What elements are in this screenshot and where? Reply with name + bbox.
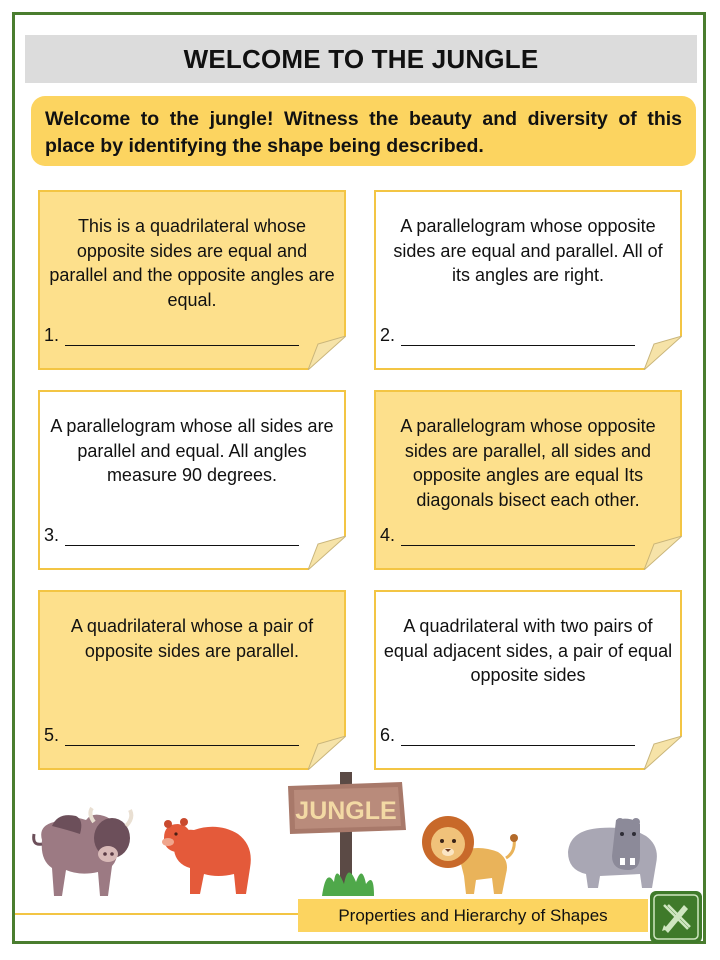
question-number: 3. — [44, 525, 60, 545]
question-card-2 — [374, 190, 682, 370]
page-curl-icon — [644, 736, 682, 770]
question-card-5 — [38, 590, 346, 770]
question-text: A parallelogram whose all sides are parallel and equal. All angles measure 90 degrees. — [50, 416, 334, 485]
question-text: A quadrilateral whose a pair of opposite sides are parallel. — [70, 616, 314, 661]
page-curl-icon — [644, 536, 682, 570]
footer-topic: Properties and Hierarchy of Shapes — [298, 899, 648, 932]
pencil-ruler-logo-icon — [650, 891, 702, 943]
answer-line[interactable] — [380, 725, 635, 746]
page-curl-icon — [308, 736, 346, 770]
question-card-1 — [38, 190, 346, 370]
sign-text: JUNGLE — [295, 797, 397, 825]
answer-line[interactable] — [44, 325, 299, 346]
question-text: This is a quadrilateral whose opposite sides are equal and parallel and the opposite angles are equal. — [49, 216, 335, 310]
question-number: 6. — [380, 725, 396, 745]
question-card-4 — [374, 390, 682, 570]
question-number: 2. — [380, 325, 396, 345]
lion-illustration — [418, 808, 518, 898]
answer-line[interactable] — [380, 525, 635, 546]
page-curl-icon — [644, 336, 682, 370]
question-number: 5. — [44, 725, 60, 745]
question-number: 4. — [380, 525, 396, 545]
page-curl-icon — [308, 536, 346, 570]
question-text: A parallelogram whose opposite sides are parallel, all sides and opposite angles are equal Its diagonals bisect each other. — [400, 416, 656, 510]
title-banner — [25, 35, 697, 83]
question-card-3 — [38, 390, 346, 570]
bear-illustration — [158, 816, 258, 898]
answer-line[interactable] — [44, 725, 299, 746]
hippo-illustration — [560, 812, 664, 894]
question-number: 1. — [44, 325, 60, 345]
question-card-6 — [374, 590, 682, 770]
bison-illustration — [28, 800, 136, 900]
answer-line[interactable] — [380, 325, 635, 346]
page-title: WELCOME TO THE JUNGLE — [183, 43, 539, 74]
page-curl-icon — [308, 336, 346, 370]
intro-box: Welcome to the jungle! Witness the beauty and diversity of this place by identifying the shape being described. — [31, 96, 696, 166]
question-text: A parallelogram whose opposite sides are equal and parallel. All of its angles are right. — [393, 216, 663, 285]
answer-line[interactable] — [44, 525, 299, 546]
jungle-sign-illustration — [282, 772, 410, 900]
footer-rule — [15, 913, 305, 915]
question-text: A quadrilateral with two pairs of equal adjacent sides, a pair of equal opposite sides — [383, 616, 673, 685]
